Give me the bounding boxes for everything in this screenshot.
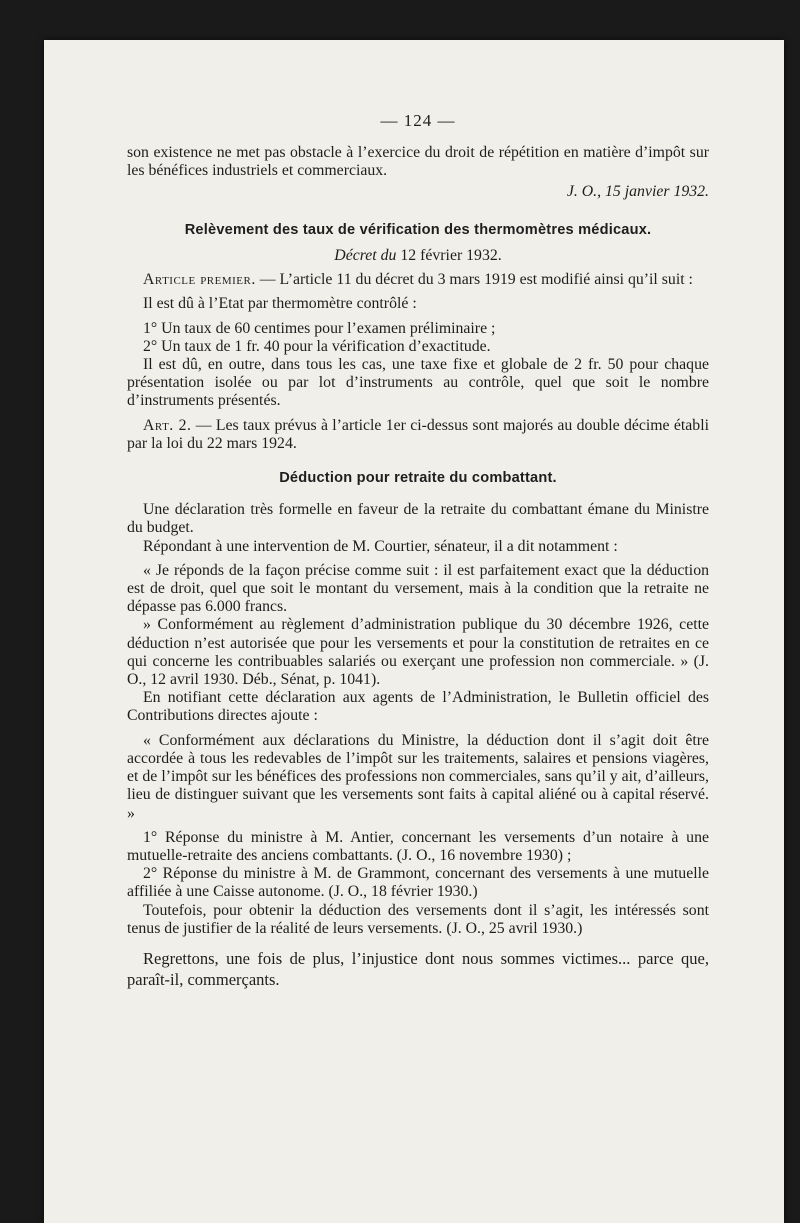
article-2-text: — Les taux prévus à l’article 1er ci-dessus sont majorés au double décime établi par la loi du 22 mars 1924. xyxy=(127,416,709,452)
decree-prefix: Décret du xyxy=(334,247,397,265)
section-heading-thermometres: Relèvement des taux de vérification des thermomètres médicaux. xyxy=(184,221,652,238)
quote-paragraph: « Conformément aux déclarations du Ministre, la déduction dont il s’agit doit être accordée à tous les redevables de l’impôt sur les traitements, salaires et pensions viagères, et de l’impôt sur les bénéfices des professions non commerciales, sans qu’il y ait, d’ailleurs, lieu de distinguer suivant que les versements sont faits à capital aliéné ou à capital réservé. » xyxy=(127,731,709,822)
paragraph: En notifiant cette déclaration aux agents de l’Administration, le Bulletin officiel des Contributions directes ajoute : xyxy=(127,689,709,725)
section-heading-retraite: Déduction pour retraite du combattant. xyxy=(279,470,557,487)
paragraph: 2° Un taux de 1 fr. 40 pour la vérification d’exactitude. xyxy=(143,337,491,355)
article-1-text: — L’article 11 du décret du 3 mars 1919 est modifié ainsi qu’il suit : xyxy=(255,271,693,289)
intro-source: J. O., 15 janvier 1932. xyxy=(566,182,709,200)
paragraph: 1° Réponse du ministre à M. Antier, concernant les versements d’un notaire à une mutuelle-retraite des anciens combattants. (J. O., 16 novembre 1930) ; xyxy=(127,828,709,864)
decree-date: 12 février 1932. xyxy=(400,247,502,265)
paragraph: Il est dû, en outre, dans tous les cas, une taxe fixe et globale de 2 fr. 50 pour chaque présentation isolée ou par lot d’instruments au contrôle, quel que soit le nombre d’instruments présentés. xyxy=(127,356,709,410)
article-1 xyxy=(127,271,709,289)
paragraph: 1° Un taux de 60 centimes pour l’examen préliminaire ; xyxy=(143,319,496,337)
closing-paragraph: Regrettons, une fois de plus, l’injustice dont nous sommes victimes... parce que, paraît-il, commerçants. xyxy=(127,948,709,989)
paragraph: Une déclaration très formelle en faveur de la retraite du combattant émane du Ministre du budget. xyxy=(127,501,709,537)
article-2 xyxy=(127,417,709,453)
paragraph: Il est dû à l’Etat par thermomètre contrôlé : xyxy=(143,295,417,313)
article-2-label: Art. 2. xyxy=(143,416,192,434)
article-1-label: Article premier. xyxy=(143,271,256,289)
page-number: — 124 — xyxy=(380,111,456,130)
decree-line xyxy=(127,247,709,265)
quote-paragraph: « Je réponds de la façon précise comme suit : il est parfaitement exact que la déduction est de droit, quel que soit le montant du versement, mais à la condition que la retraite ne dépasse pas 6.000 francs. xyxy=(127,561,709,616)
intro-paragraph: son existence ne met pas obstacle à l’exercice du droit de répétition en matière d’impôt sur les bénéfices industriels et commerciaux. xyxy=(127,144,709,180)
page-text xyxy=(127,112,709,990)
paragraph: Répondant à une intervention de M. Courtier, sénateur, il a dit notamment : xyxy=(143,537,618,555)
paragraph: 2° Réponse du ministre à M. de Grammont, concernant des versements à une mutuelle affiliée à une Caisse autonome. (J. O., 18 février 1930.) xyxy=(127,865,709,901)
paragraph: Toutefois, pour obtenir la déduction des versements dont il s’agit, les intéressés sont tenus de justifier de la réalité de leurs versements. (J. O., 25 avril 1930.) xyxy=(127,901,709,937)
quote-paragraph: » Conformément au règlement d’administration publique du 30 décembre 1926, cette déduction n’est autorisée que pour les versements et pour la constitution de retraites en ce qui concerne les contribuables salariés ou exerçant une profession non commerciale. » (J. O., 12 avril 1930. Déb., Sénat, p. 1041). xyxy=(127,616,709,689)
